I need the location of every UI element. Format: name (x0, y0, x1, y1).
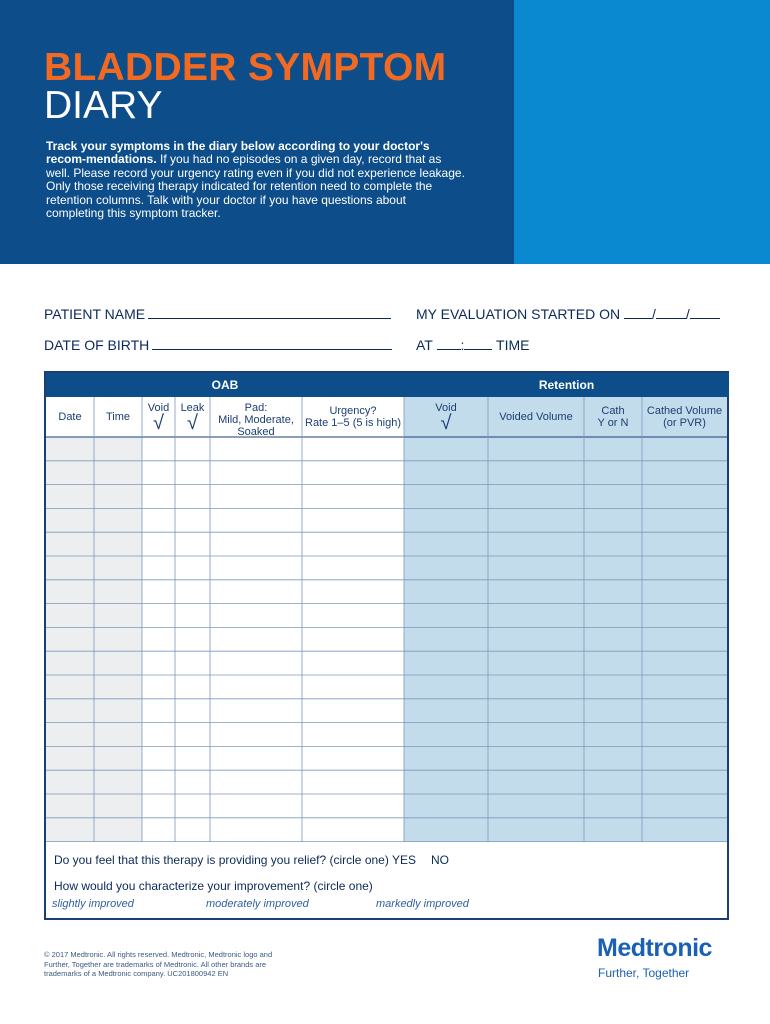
diary-cell[interactable] (584, 770, 642, 794)
diary-cell[interactable] (404, 627, 488, 651)
diary-cell[interactable] (584, 723, 642, 747)
diary-cell[interactable] (488, 723, 584, 747)
diary-cell[interactable] (404, 699, 488, 723)
intro-bold: Track your symptoms in the diary below according to your doctor's recom-mendations. (46, 139, 430, 167)
diary-cell[interactable] (584, 485, 642, 509)
diary-cell[interactable] (404, 794, 488, 818)
diary-cell[interactable] (404, 818, 488, 842)
diary-cell[interactable] (584, 675, 642, 699)
diary-cell[interactable] (642, 794, 727, 818)
diary-cell[interactable] (175, 818, 210, 842)
diary-cell[interactable] (175, 675, 210, 699)
col-void-label: Void (147, 402, 170, 414)
col-retention-void (404, 397, 488, 437)
diary-cell[interactable] (142, 770, 175, 794)
diary-cell[interactable] (488, 604, 584, 628)
diary-cell[interactable] (404, 437, 488, 461)
diary-cell[interactable] (175, 746, 210, 770)
diary-cell[interactable] (210, 746, 302, 770)
start-time-field[interactable]: AT : TIME (416, 337, 530, 353)
diary-cell[interactable] (642, 818, 727, 842)
col-date (46, 397, 94, 437)
diary-cell[interactable] (94, 461, 142, 485)
no-option[interactable]: NO (431, 853, 449, 867)
title-line-2: DIARY (44, 84, 163, 127)
diary-cell[interactable] (404, 746, 488, 770)
diary-cell[interactable] (584, 794, 642, 818)
tagline: Further, Together (598, 966, 690, 980)
diary-cell[interactable] (302, 508, 404, 532)
header-main-panel (0, 0, 514, 264)
diary-cell[interactable] (488, 699, 584, 723)
diary-cell[interactable] (488, 556, 584, 580)
diary-cell[interactable] (584, 627, 642, 651)
col-cath-line2: Y or N (597, 417, 629, 429)
time-label: TIME (496, 337, 530, 353)
diary-cell[interactable] (94, 604, 142, 628)
diary-cell[interactable] (142, 675, 175, 699)
diary-cell[interactable] (642, 675, 727, 699)
diary-cell[interactable] (175, 604, 210, 628)
diary-cell[interactable] (488, 770, 584, 794)
diary-cell[interactable] (94, 723, 142, 747)
diary-cell[interactable] (142, 532, 175, 556)
diary-cell[interactable] (302, 580, 404, 604)
diary-cell[interactable] (175, 723, 210, 747)
improvement-question: How would you characterize your improvement? (circle one) (54, 879, 373, 893)
diary-cell[interactable] (302, 437, 404, 461)
diary-cell[interactable] (210, 794, 302, 818)
diary-cell[interactable] (584, 746, 642, 770)
diary-cell[interactable] (302, 746, 404, 770)
diary-cell[interactable] (302, 604, 404, 628)
diary-cell[interactable] (175, 556, 210, 580)
diary-cell[interactable] (142, 746, 175, 770)
diary-cell[interactable] (210, 723, 302, 747)
col-pad (210, 397, 302, 437)
diary-cell[interactable] (210, 699, 302, 723)
diary-cell[interactable] (175, 437, 210, 461)
diary-grid (46, 373, 727, 918)
date-of-birth-field[interactable] (44, 337, 392, 353)
diary-cell[interactable] (46, 461, 94, 485)
title-line-1: BLADDER SYMPTOM (44, 46, 447, 89)
diary-cell[interactable] (210, 604, 302, 628)
diary-cell[interactable] (404, 532, 488, 556)
diary-cell[interactable] (302, 556, 404, 580)
diary-cell[interactable] (210, 675, 302, 699)
diary-cell[interactable] (404, 485, 488, 509)
diary-cell[interactable] (46, 437, 94, 461)
header-side-panel (514, 0, 770, 264)
diary-cell[interactable] (46, 746, 94, 770)
diary-cell[interactable] (584, 651, 642, 675)
diary-cell[interactable] (584, 508, 642, 532)
diary-cell[interactable] (302, 651, 404, 675)
diary-cell[interactable] (46, 580, 94, 604)
diary-cell[interactable] (404, 604, 488, 628)
diary-cell[interactable] (142, 651, 175, 675)
diary-cell[interactable] (94, 746, 142, 770)
diary-cell[interactable] (142, 485, 175, 509)
diary-cell[interactable] (488, 818, 584, 842)
retention-group-header: Retention (404, 373, 729, 397)
diary-cell[interactable] (94, 675, 142, 699)
diary-cell[interactable] (488, 651, 584, 675)
diary-cell[interactable] (210, 556, 302, 580)
diary-cell[interactable] (488, 746, 584, 770)
col-urgency (302, 397, 404, 437)
diary-cell[interactable] (46, 651, 94, 675)
col-pad-line1: Pad: (244, 402, 268, 414)
diary-cell[interactable] (94, 485, 142, 509)
diary-cell[interactable] (142, 818, 175, 842)
diary-cell[interactable] (302, 794, 404, 818)
diary-cell[interactable] (302, 818, 404, 842)
diary-cell[interactable] (210, 651, 302, 675)
time-minute-line[interactable] (464, 338, 492, 350)
col-cath-line1: Cath (601, 405, 625, 417)
diary-cell[interactable] (642, 556, 727, 580)
diary-cell[interactable] (642, 580, 727, 604)
diary-cell[interactable] (175, 699, 210, 723)
check-icon: √ (440, 412, 452, 434)
diary-cell[interactable] (94, 818, 142, 842)
diary-cell[interactable] (584, 699, 642, 723)
at-label: AT (416, 337, 433, 353)
diary-cell[interactable] (210, 580, 302, 604)
diary-cell[interactable] (46, 532, 94, 556)
patient-name-label: PATIENT NAME (44, 306, 146, 322)
diary-cell[interactable] (642, 508, 727, 532)
diary-cell[interactable] (175, 532, 210, 556)
medtronic-logo: Medtronic (597, 934, 712, 962)
diary-cell[interactable] (175, 508, 210, 532)
diary-cell[interactable] (94, 770, 142, 794)
col-voided-volume (488, 397, 584, 437)
diary-cell[interactable] (642, 723, 727, 747)
diary-cell[interactable] (488, 627, 584, 651)
oab-group-header: OAB (46, 373, 404, 397)
col-cathed-volume (642, 397, 727, 437)
diary-cell[interactable] (488, 485, 584, 509)
diary-cell[interactable] (94, 580, 142, 604)
diary-cell[interactable] (584, 437, 642, 461)
intro-rest: If you had no episodes on a given day, record that as well. Please record your urgency rating even if you did not experience leakage. Only those receiving therapy indicated for retention need to complete the retention columns. Talk with your doctor if you have questions about completing this symptom tracker. (46, 152, 465, 221)
intro-paragraph (46, 140, 466, 220)
diary-cell[interactable] (46, 723, 94, 747)
diary-cell[interactable] (642, 770, 727, 794)
col-pad-line3: Soaked (237, 426, 275, 438)
eval-year-line[interactable] (690, 307, 720, 319)
diary-cell[interactable] (46, 818, 94, 842)
diary-cell[interactable] (94, 437, 142, 461)
diary-cell[interactable] (210, 437, 302, 461)
diary-cell[interactable] (46, 675, 94, 699)
diary-cell[interactable] (488, 461, 584, 485)
diary-cell[interactable] (46, 794, 94, 818)
col-leak (175, 397, 210, 437)
diary-cell[interactable] (94, 651, 142, 675)
diary-cell[interactable] (642, 699, 727, 723)
header-banner (0, 0, 770, 264)
diary-cell[interactable] (142, 437, 175, 461)
diary-cell[interactable] (642, 461, 727, 485)
diary-cell[interactable] (142, 604, 175, 628)
evaluation-started-label: MY EVALUATION STARTED ON (416, 306, 621, 322)
diary-cell[interactable] (210, 770, 302, 794)
diary-cell[interactable] (584, 461, 642, 485)
col-voided-volume-label: Voided Volume (499, 411, 573, 423)
diary-cell[interactable] (94, 794, 142, 818)
diary-cell[interactable] (404, 580, 488, 604)
diary-cell[interactable] (642, 532, 727, 556)
diary-cell[interactable] (642, 627, 727, 651)
diary-cell[interactable] (142, 627, 175, 651)
col-void (142, 397, 175, 437)
diary-cell[interactable] (46, 627, 94, 651)
col-pad-line2: Mild, Moderate, (218, 414, 294, 426)
diary-cell[interactable] (94, 627, 142, 651)
diary-cell[interactable] (210, 818, 302, 842)
col-time (94, 397, 142, 437)
diary-cell[interactable] (175, 461, 210, 485)
diary-cell[interactable] (488, 580, 584, 604)
col-time-label: Time (105, 411, 131, 423)
diary-cell[interactable] (584, 818, 642, 842)
evaluation-started-field[interactable]: MY EVALUATION STARTED ON / / (416, 306, 720, 322)
diary-cell[interactable] (46, 604, 94, 628)
yes-option[interactable]: YES (392, 853, 417, 867)
diary-cell[interactable] (488, 508, 584, 532)
diary-cell[interactable] (302, 675, 404, 699)
diary-cell[interactable] (404, 556, 488, 580)
col-retention-void-label: Void (435, 402, 457, 414)
diary-cell[interactable] (175, 627, 210, 651)
col-leak-label: Leak (180, 402, 205, 414)
diary-cell[interactable] (175, 580, 210, 604)
diary-cell[interactable] (142, 580, 175, 604)
relief-question: Do you feel that this therapy is providing you relief? (circle one) (54, 853, 389, 867)
legal-text: © 2017 Medtronic. All rights reserved. Medtronic, Medtronic logo and Further, Together are trademarks of Medtronic. All other brands are trademarks of a Medtronic company. UC201800942 EN (44, 950, 273, 978)
diary-cell[interactable] (94, 556, 142, 580)
diary-cell[interactable] (584, 556, 642, 580)
eval-month-line[interactable] (624, 307, 652, 319)
diary-cell[interactable] (175, 651, 210, 675)
option-moderately-improved[interactable]: moderately improved (206, 898, 309, 910)
diary-cell[interactable] (94, 699, 142, 723)
diary-cell[interactable] (46, 770, 94, 794)
patient-name-field[interactable] (44, 306, 391, 322)
col-urgency-line1: Urgency? (329, 405, 377, 417)
eval-day-line[interactable] (656, 307, 686, 319)
time-hour-line[interactable] (437, 338, 461, 350)
col-date-label: Date (58, 411, 82, 423)
diary-cell[interactable] (46, 485, 94, 509)
diary-cell[interactable] (488, 437, 584, 461)
diary-cell[interactable] (488, 675, 584, 699)
diary-cell[interactable] (46, 508, 94, 532)
diary-cell[interactable] (94, 532, 142, 556)
diary-cell[interactable] (404, 675, 488, 699)
diary-cell[interactable] (142, 794, 175, 818)
patient-name-line[interactable] (148, 307, 391, 319)
diary-cell[interactable] (404, 723, 488, 747)
col-cathed-line2: (or PVR) (663, 417, 706, 429)
diary-cell[interactable] (584, 580, 642, 604)
diary-table (44, 371, 729, 920)
diary-cell[interactable] (210, 627, 302, 651)
diary-cell[interactable] (642, 437, 727, 461)
diary-cell[interactable] (302, 485, 404, 509)
diary-cell[interactable] (302, 627, 404, 651)
diary-cell[interactable] (404, 770, 488, 794)
option-slightly-improved[interactable]: slightly improved (52, 898, 134, 910)
diary-cell[interactable] (142, 461, 175, 485)
diary-cell[interactable] (404, 508, 488, 532)
diary-cell[interactable] (302, 699, 404, 723)
col-cathed-line1: Cathed Volume (646, 405, 723, 417)
diary-cell[interactable] (210, 532, 302, 556)
diary-cell[interactable] (175, 485, 210, 509)
diary-cell[interactable] (302, 723, 404, 747)
diary-cell[interactable] (210, 485, 302, 509)
diary-cell[interactable] (642, 604, 727, 628)
date-of-birth-label: DATE OF BIRTH (44, 337, 150, 353)
diary-cell[interactable] (210, 461, 302, 485)
diary-cell[interactable] (642, 746, 727, 770)
check-icon: √ (153, 412, 164, 434)
diary-cell[interactable] (302, 532, 404, 556)
diary-cell[interactable] (488, 794, 584, 818)
diary-cell[interactable] (302, 770, 404, 794)
check-icon: √ (187, 412, 198, 434)
diary-cell[interactable] (642, 485, 727, 509)
diary-cell[interactable] (142, 699, 175, 723)
col-cath (584, 397, 642, 437)
diary-cell[interactable] (142, 508, 175, 532)
diary-cell[interactable] (210, 508, 302, 532)
diary-cell[interactable] (46, 699, 94, 723)
diary-cell[interactable] (46, 556, 94, 580)
diary-cell[interactable] (302, 461, 404, 485)
diary-cell[interactable] (488, 532, 584, 556)
diary-cell[interactable] (642, 651, 727, 675)
diary-cell[interactable] (94, 508, 142, 532)
date-of-birth-line[interactable] (152, 338, 392, 350)
option-markedly-improved[interactable]: markedly improved (376, 898, 469, 910)
diary-cell[interactable] (175, 794, 210, 818)
col-urgency-line2: Rate 1–5 (5 is high) (305, 417, 401, 429)
diary-cell[interactable] (142, 556, 175, 580)
diary-cell[interactable] (584, 604, 642, 628)
diary-cell[interactable] (404, 651, 488, 675)
diary-cell[interactable] (175, 770, 210, 794)
diary-cell[interactable] (142, 723, 175, 747)
diary-cell[interactable] (404, 461, 488, 485)
diary-cell[interactable] (584, 532, 642, 556)
